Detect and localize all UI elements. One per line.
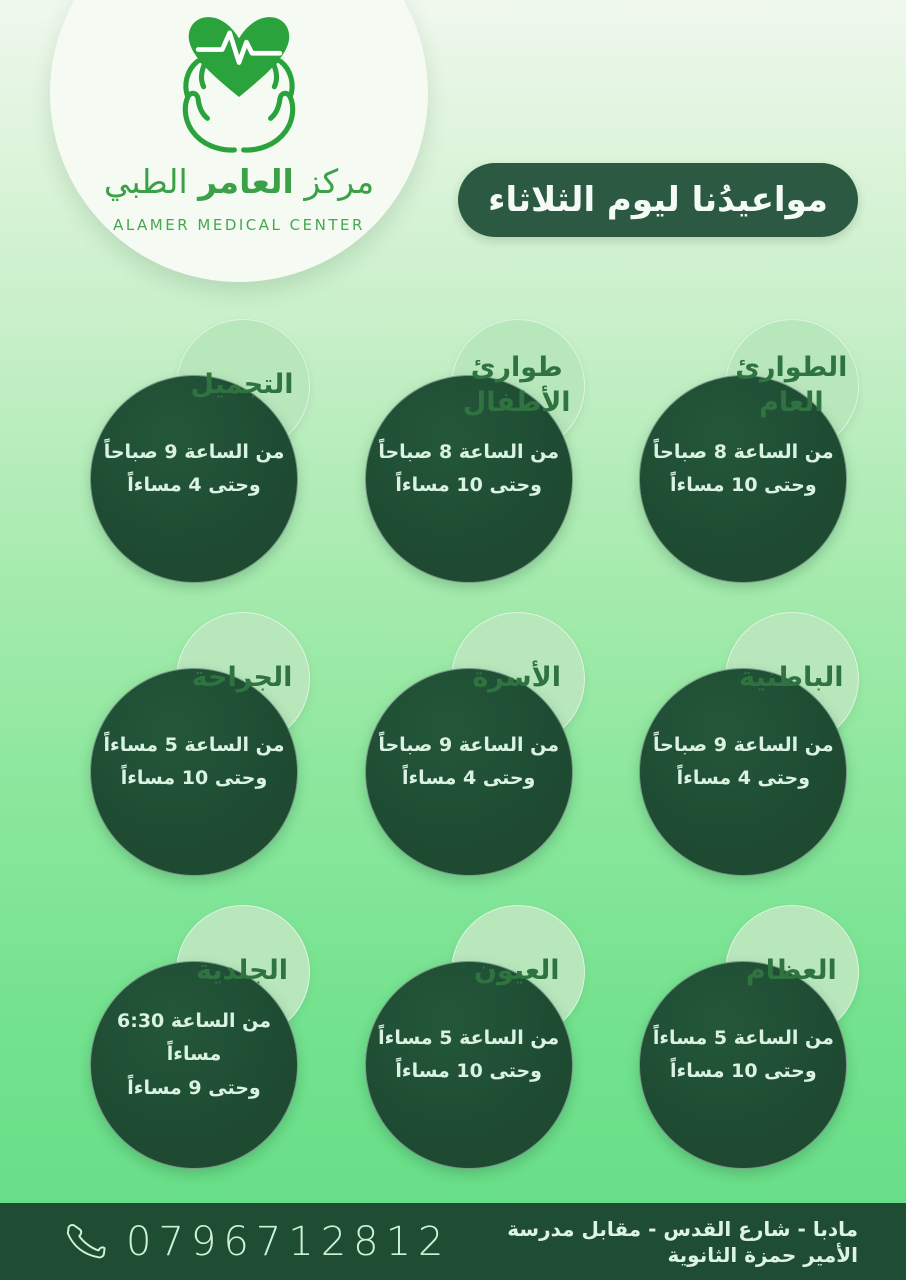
- footer-bar: [0, 1203, 906, 1280]
- department-cell: [621, 596, 896, 889]
- department-label: الجلدية: [196, 955, 289, 987]
- time-line-2: وحتى 4 مساءاً: [127, 474, 261, 496]
- department-label: الأسرة: [472, 662, 561, 694]
- time-line-2: وحتى 4 مساءاً: [676, 767, 811, 789]
- time-line-1: من الساعة 9 صباحاً: [378, 733, 559, 756]
- department-label: التجميل: [190, 369, 294, 401]
- logo-blob: [50, 0, 428, 282]
- phone-number: 0796712812: [126, 1218, 451, 1265]
- address-text: مادبا - شارع القدس - مقابل مدرسة الأمير حمزة الثانوية: [507, 1216, 858, 1267]
- logo-title-pre: مركز: [304, 162, 375, 201]
- time-line-1: من الساعة 9 صباحاً: [103, 440, 285, 463]
- department-cell: [72, 303, 347, 596]
- time-line-1: من الساعة 5 مساءاً: [103, 733, 285, 756]
- time-line-1: من الساعة 6:30 مساءاً: [117, 1010, 271, 1066]
- phone-block: [64, 1219, 451, 1265]
- schedule-day-banner: مواعيدُنا ليوم الثلاثاء: [458, 163, 858, 237]
- time-line-2: وحتى 9 مساءاً: [127, 1076, 261, 1099]
- time-line-2: وحتى 10 مساءاً: [670, 1060, 817, 1082]
- time-line-2: وحتى 10 مساءاً: [120, 767, 268, 789]
- department-label: العظام: [745, 955, 837, 987]
- department-label: العيون: [473, 955, 560, 987]
- time-line-1: من الساعة 5 مساءاً: [652, 1026, 834, 1049]
- time-line-1: من الساعة 5 مساءاً: [378, 1026, 560, 1049]
- department-cell: [72, 596, 347, 889]
- department-cell: [621, 889, 896, 1182]
- logo-subtitle: ALAMER MEDICAL CENTER: [113, 216, 365, 234]
- phone-icon: [64, 1219, 110, 1265]
- time-line-1: من الساعة 8 صباحاً: [378, 440, 559, 463]
- department-label: الباطنية: [739, 662, 844, 694]
- department-label: طوارئ الأطفال: [462, 351, 571, 418]
- time-line-1: من الساعة 8 صباحاً: [653, 440, 834, 463]
- time-line-2: وحتى 10 مساءاً: [395, 474, 542, 496]
- department-cell: [347, 303, 622, 596]
- department-label: الجراحة: [191, 662, 293, 694]
- department-cell: [347, 596, 622, 889]
- time-line-2: وحتى 10 مساءاً: [670, 474, 817, 496]
- logo-title: [50, 162, 428, 201]
- heart-ekg-hands-icon: [146, 8, 332, 158]
- logo-title-bold: العامر: [198, 162, 294, 201]
- department-cell: [347, 889, 622, 1182]
- time-line-2: وحتى 10 مساءاً: [395, 1060, 542, 1082]
- department-cell: [621, 303, 896, 596]
- departments-grid: [72, 303, 896, 1182]
- department-cell: [72, 889, 347, 1182]
- logo-title-post: الطبي: [103, 162, 188, 201]
- time-line-2: وحتى 4 مساءاً: [401, 767, 536, 789]
- time-line-1: من الساعة 9 صباحاً: [653, 733, 834, 756]
- department-label: الطوارئ العام: [735, 351, 848, 418]
